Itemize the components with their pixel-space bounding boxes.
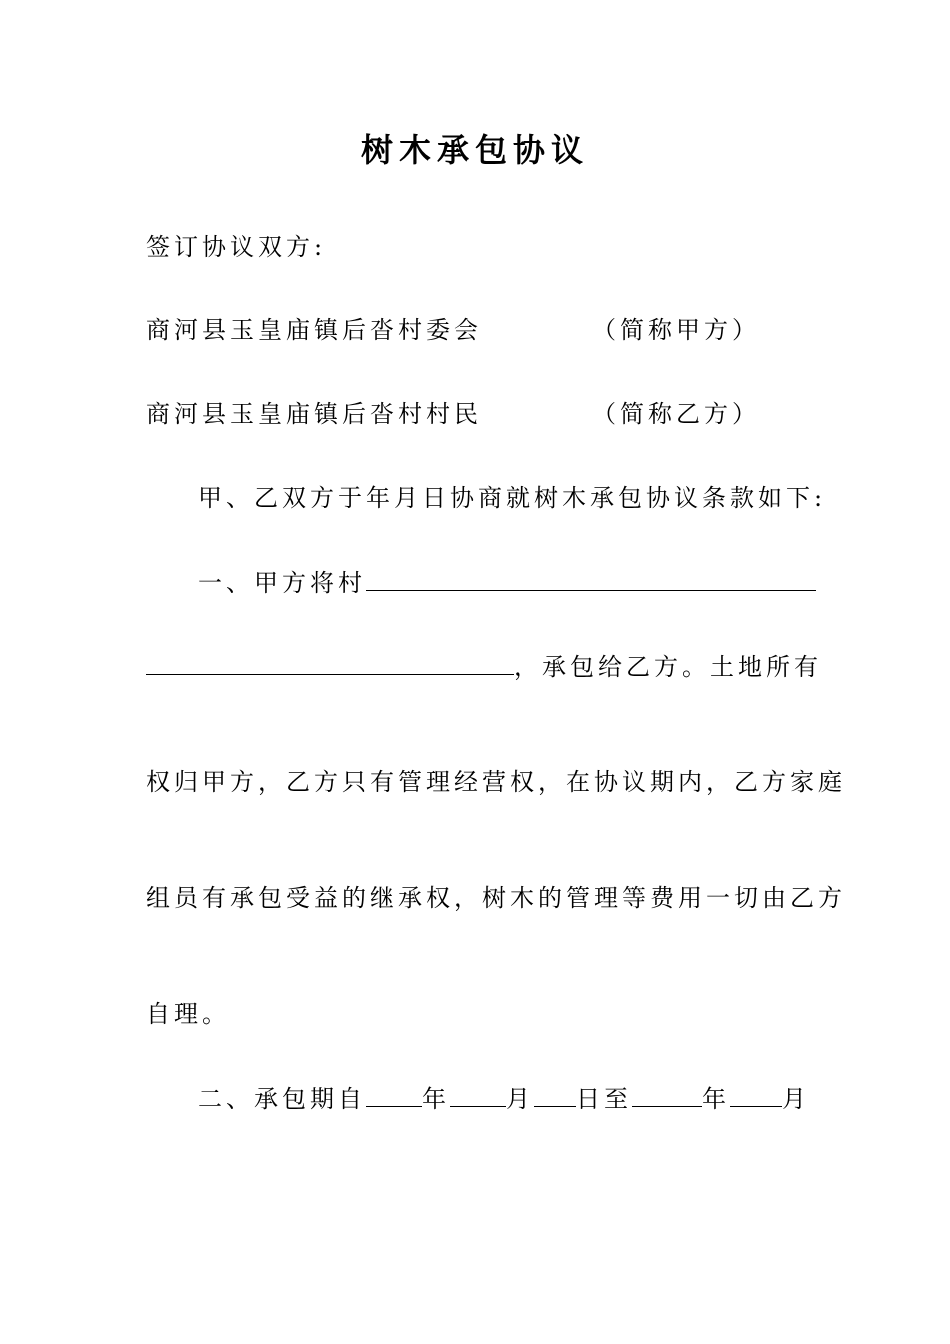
clause-2-line-1	[198, 1082, 810, 1115]
clause-1-line-5: 自理。	[146, 1000, 230, 1028]
party-a-alias: （简称甲方）	[592, 316, 760, 344]
start-month-blank	[450, 1082, 506, 1107]
end-month-label: 月	[782, 1085, 810, 1113]
parties-heading: 签订协议双方:	[146, 233, 327, 261]
location-blank	[366, 566, 816, 591]
clause-1-line-1	[198, 566, 816, 599]
start-year-label: 年	[422, 1085, 450, 1113]
clause-1-line-2-suffix: ，承包给乙方。土地所有	[514, 653, 822, 681]
clause-2-prefix: 二、承包期自	[198, 1085, 366, 1113]
end-year-blank	[632, 1082, 702, 1107]
day-to-label: 日至	[576, 1085, 632, 1113]
end-year-label: 年	[702, 1085, 730, 1113]
clause-1-line-2	[146, 650, 822, 683]
clause-1-line-3: 权归甲方，乙方只有管理经营权，在协议期内，乙方家庭	[146, 768, 846, 796]
party-b-alias: （简称乙方）	[592, 400, 760, 428]
document-title: 树木承包协议	[360, 131, 589, 169]
clause-1-prefix: 一、甲方将村	[198, 569, 366, 597]
start-year-blank	[366, 1082, 422, 1107]
party-b-name: 商河县玉皇庙镇后沓村村民	[146, 400, 482, 428]
intro-paragraph: 甲、乙双方于年月日协商就树木承包协议条款如下:	[198, 484, 827, 512]
start-month-label: 月	[506, 1085, 534, 1113]
party-a-name: 商河县玉皇庙镇后沓村委会	[146, 316, 482, 344]
location-blank-continued	[146, 650, 514, 675]
end-month-blank	[730, 1082, 782, 1107]
start-day-blank	[534, 1082, 576, 1107]
clause-1-line-4: 组员有承包受益的继承权，树木的管理等费用一切由乙方	[146, 884, 846, 912]
